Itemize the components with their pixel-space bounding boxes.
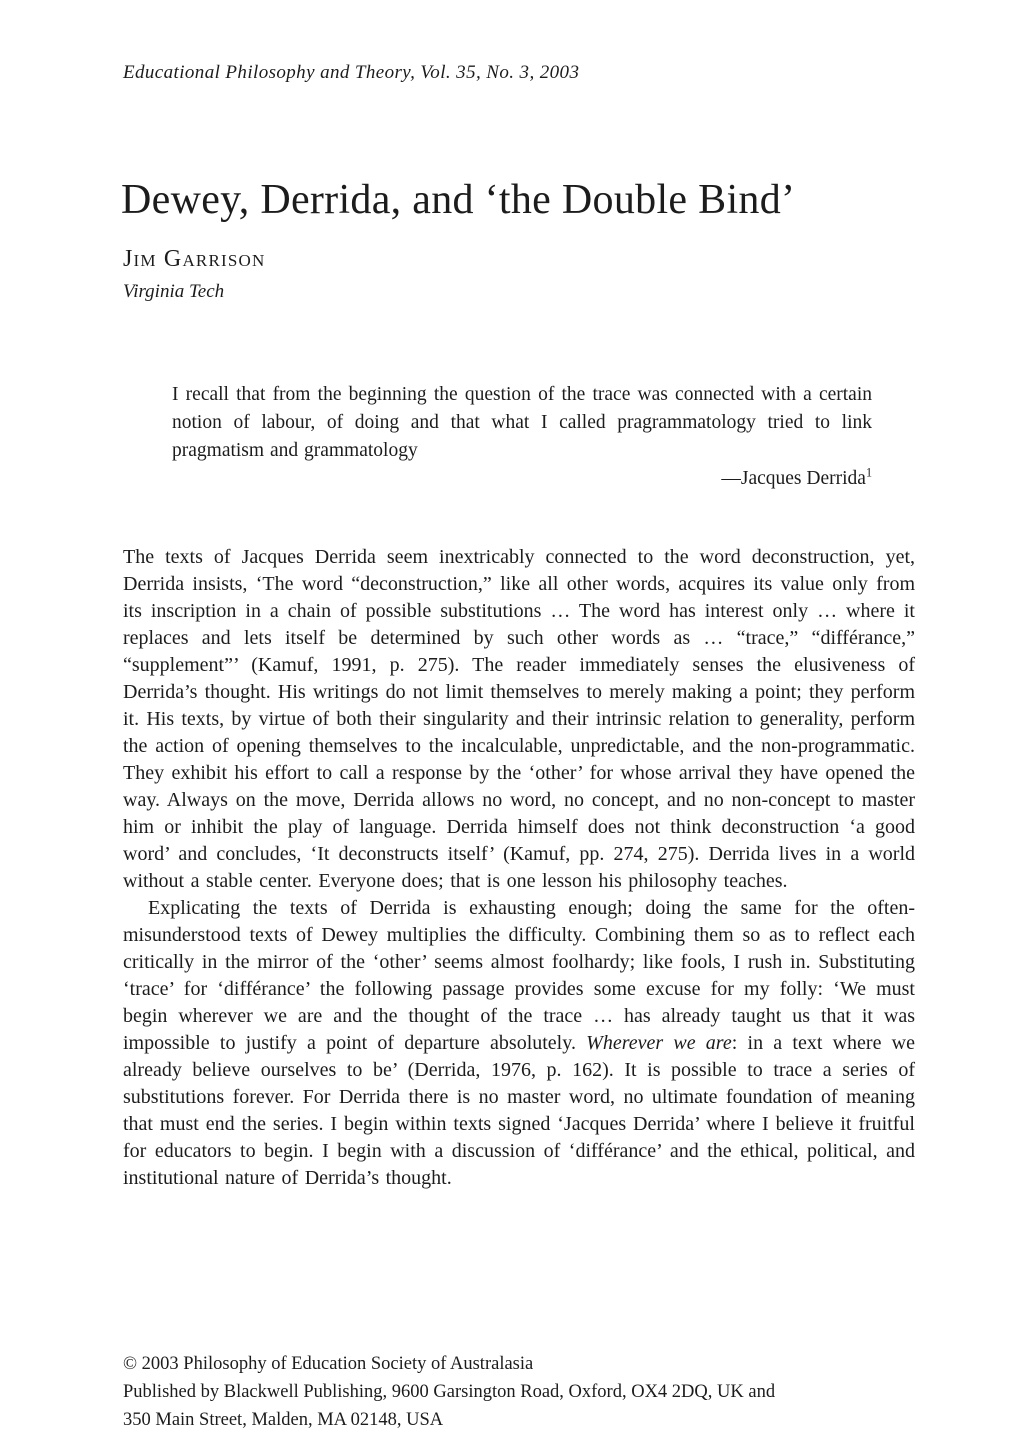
publisher-line-1: Published by Blackwell Publishing, 9600 Garsington Road, Oxford, OX4 2DQ, UK and bbox=[123, 1382, 776, 1402]
paragraph-2-text: Explicating the texts of Derrida is exhausting enough; doing the same for the often-misunderstood texts of Dewey multiplies the difficulty. Combining them so as to reflect each critically in the mirror of the ‘other’ seems almost foolhardy; like fools, I rush in. Substituting ‘trace’ for ‘différance’ the following passage provides some excuse for my folly: ‘We must begin wherever we are and the thought of the trace … has already taught us that it was impossible to justify a point of departure absolutely. bbox=[123, 897, 915, 1054]
publisher-line-2: 350 Main Street, Malden, MA 02148, USA bbox=[123, 1410, 444, 1430]
author-affiliation: Virginia Tech bbox=[123, 281, 225, 302]
article-body bbox=[123, 544, 915, 1192]
epigraph-block bbox=[172, 381, 872, 493]
paragraph-2 bbox=[123, 895, 915, 1192]
paragraph-2-italic-phrase: Wherever we are bbox=[586, 1032, 732, 1054]
paragraph-1: The texts of Jacques Derrida seem inextricably connected to the word deconstruction, yet, Derrida insists, ‘The word “deconstruction,” like all other words, acquires its value only from its inscription in a chain of possible substitutions … The word has interest only … where it replaces and lets itself be determined by such other words as … “trace,” “différance,” “supplement”’ (Kamuf, 1991, p. 275). The reader immediately senses the elusiveness of Derrida’s thought. His writings do not limit themselves to merely making a point; they perform it. His texts, by virtue of both their singularity and their intrinsic relation to generality, perform the action of opening themselves to the incalculable, unpredictable, and the non-programmatic. They exhibit his effort to call a response by the ‘other’ for whose arrival they have opened the way. Always on the move, Derrida allows no word, no concept, and no non-concept to master him or inhibit the play of language. Derrida himself does not think deconstruction ‘a good word’ and concludes, ‘It deconstructs itself’ (Kamuf, pp. 274, 275). Derrida lives in a world without a stable center. Everyone does; that is one lesson his philosophy teaches. bbox=[123, 546, 915, 892]
journal-header: Educational Philosophy and Theory, Vol. 35, No. 3, 2003 bbox=[123, 62, 580, 83]
epigraph-attribution bbox=[172, 465, 872, 493]
epigraph-attribution-text: —Jacques Derrida bbox=[721, 468, 866, 489]
paragraph-2-text-continued: : in a text where we already believe ourselves to be’ (Derrida, 1976, p. 162). It is possible to trace a series of substitutions forever. For Derrida there is no master word, no ultimate foundation of meaning that must end the series. I begin within texts signed ‘Jacques Derrida’ where I believe it fruitful for educators to begin. I begin with a discussion of ‘différance’ and the ethical, political, and institutional nature of Derrida’s thought. bbox=[123, 1032, 915, 1189]
footnote-ref-1: 1 bbox=[865, 465, 872, 480]
article-title: Dewey, Derrida, and ‘the Double Bind’ bbox=[121, 177, 796, 223]
author-name: Jim Garrison bbox=[123, 246, 266, 272]
copyright-line: © 2003 Philosophy of Education Society of Australasia bbox=[123, 1354, 534, 1374]
imprint-footer bbox=[123, 1350, 775, 1434]
epigraph-text: I recall that from the beginning the question of the trace was connected with a certain notion of labour, of doing and that what I called pragrammatology tried to link pragmatism and grammatology bbox=[172, 384, 872, 461]
